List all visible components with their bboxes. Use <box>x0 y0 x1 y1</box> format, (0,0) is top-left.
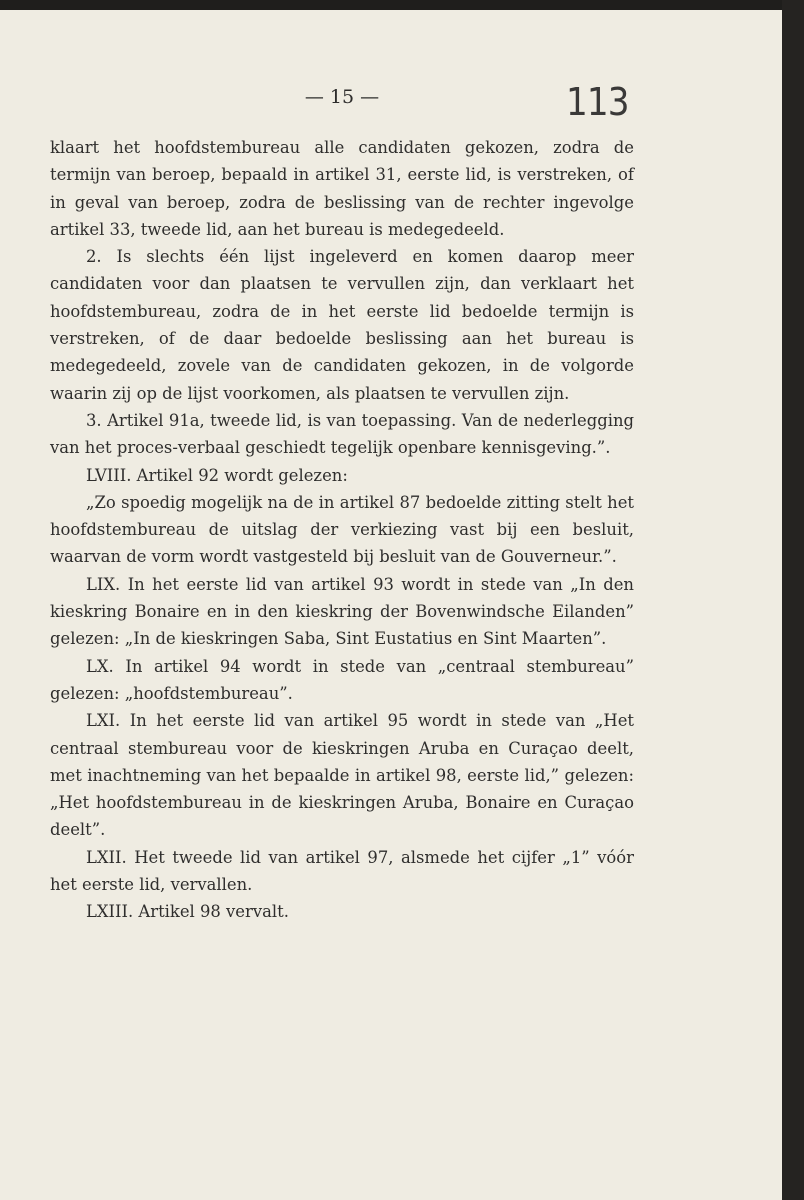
body-text <box>50 134 634 926</box>
paragraph-article-92-text: „Zo spoedig mogelijk na de in artikel 87 bedoelde zitting stelt het hoofdstembureau de uitslag der verkiezing vast bij een besluit, waarvan de vorm wordt vastgesteld bij besluit van de Gouverneur.”. <box>50 492 634 567</box>
document-page <box>0 10 782 1200</box>
paragraph-2: 2. Is slechts één lijst ingeleverd en komen daarop meer candidaten voor dan plaatsen te vervullen zijn, dan verklaart het hoofdstembureau, zodra de in het eerste lid bedoelde termijn is verstreken, of de daar bedoelde beslissing aan het bureau is medegedeeld, zovele van de candidaten gekozen, in de volgorde waarin zij op de lijst voorkomen, als plaatsen te vervullen zijn. <box>50 247 634 403</box>
paragraph-lxi: LXI. In het eerste lid van artikel 95 wordt in stede van „Het centraal stembureau voor de kieskringen Aruba en Curaçao deelt, met inachtneming van het bepaalde in artikel 98, eerste lid,” gelezen: „Het hoofdstembureau in de kieskringen Aruba, Bonaire en Curaçao deelt”. <box>50 711 634 840</box>
stamped-page-number: 113 <box>566 80 629 124</box>
paragraph-lx: LX. In artikel 94 wordt in stede van „centraal stembureau” gelezen: „hoofdstembureau”. <box>50 656 634 703</box>
paragraph-continuation: klaart het hoofdstembureau alle candidaten gekozen, zodra de termijn van beroep, bepaald in artikel 31, eerste lid, is verstreken, of in geval van beroep, zodra de beslissing van de rechter ingevolge artikel 33, tweede lid, aan het bureau is medegedeeld. <box>50 138 634 239</box>
page-number: — 15 — <box>304 86 380 108</box>
paragraph-lxii: LXII. Het tweede lid van artikel 97, alsmede het cijfer „1” vóór het eerste lid, vervallen. <box>50 847 634 895</box>
paragraph-3: 3. Artikel 91a, tweede lid, is van toepassing. Van de nederlegging van het proces-verbaal geschiedt tegelijk openbare kennisgeving.”. <box>50 410 634 458</box>
paragraph-lviii: LVIII. Artikel 92 wordt gelezen: <box>86 465 348 485</box>
paragraph-lix: LIX. In het eerste lid van artikel 93 wordt in stede van „In den kieskring Bonaire en in den kieskring der Bovenwindsche Eilanden” gelezen: „In de kieskringen Saba, Sint Eustatius en Sint Maarten”. <box>50 574 634 649</box>
scan-edge <box>782 0 804 1200</box>
paragraph-lxiii: LXIII. Artikel 98 vervalt. <box>86 902 289 922</box>
